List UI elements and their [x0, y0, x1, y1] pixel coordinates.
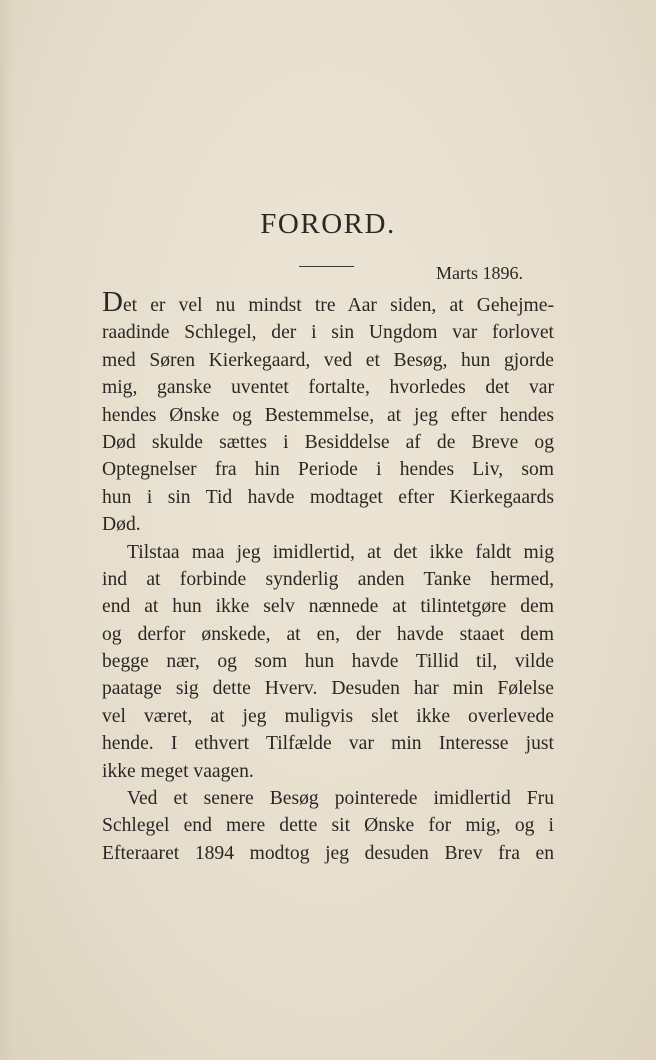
text-line: end at hun ikke selv nænnede at tilintetgøre dem — [102, 596, 554, 618]
text-line: hende. I ethvert Tilfælde var min Interesse just — [102, 733, 554, 755]
text-line: Optegnelser fra hin Periode i hendes Liv, som — [102, 459, 554, 481]
dateline: Marts 1896. — [436, 263, 523, 283]
text-line: Tilstaa maa jeg imidlertid, at det ikke faldt mig — [127, 541, 554, 563]
text-line: hendes Ønske og Bestemmelse, at jeg efter hendes — [102, 404, 554, 426]
text-line: Efteraaret 1894 modtog jeg desuden Brev fra en — [102, 842, 554, 864]
text-line: Schlegel end mere dette sit Ønske for mig, og i — [102, 815, 554, 837]
text-line: Død skulde sættes i Besiddelse af de Breve og — [102, 431, 554, 453]
body-text — [102, 286, 554, 867]
text-line: raadinde Schlegel, der i sin Ungdom var forlovet — [102, 322, 554, 344]
drop-initial: D — [102, 286, 123, 318]
text-line: paatage sig dette Hverv. Desuden har min Følelse — [102, 678, 554, 700]
text-line: og derfor ønskede, at en, der havde staaet dem — [102, 623, 554, 645]
text-line: Ved et senere Besøg pointerede imidlertid Fru — [127, 788, 554, 810]
text-line: Død. — [102, 514, 141, 536]
text-line: hun i sin Tid havde modtaget efter Kierkegaards — [102, 486, 554, 508]
page-edge-shadow — [0, 0, 14, 1060]
text-line: med Søren Kierkegaard, ved et Besøg, hun gjorde — [102, 349, 554, 371]
text-line: ikke meget vaagen. — [102, 760, 254, 782]
text-line: vel været, at jeg muligvis slet ikke overlevede — [102, 705, 554, 727]
text-line: ind at forbinde synderlig anden Tanke hermed, — [102, 568, 554, 590]
text-line: begge nær, og som hun havde Tillid til, vilde — [102, 651, 554, 673]
text-line: Det er vel nu mindst tre Aar siden, at Gehejme- — [102, 286, 554, 318]
page-title: FORORD. — [260, 208, 396, 240]
text-line: mig, ganske uventet fortalte, hvorledes det var — [102, 377, 554, 399]
